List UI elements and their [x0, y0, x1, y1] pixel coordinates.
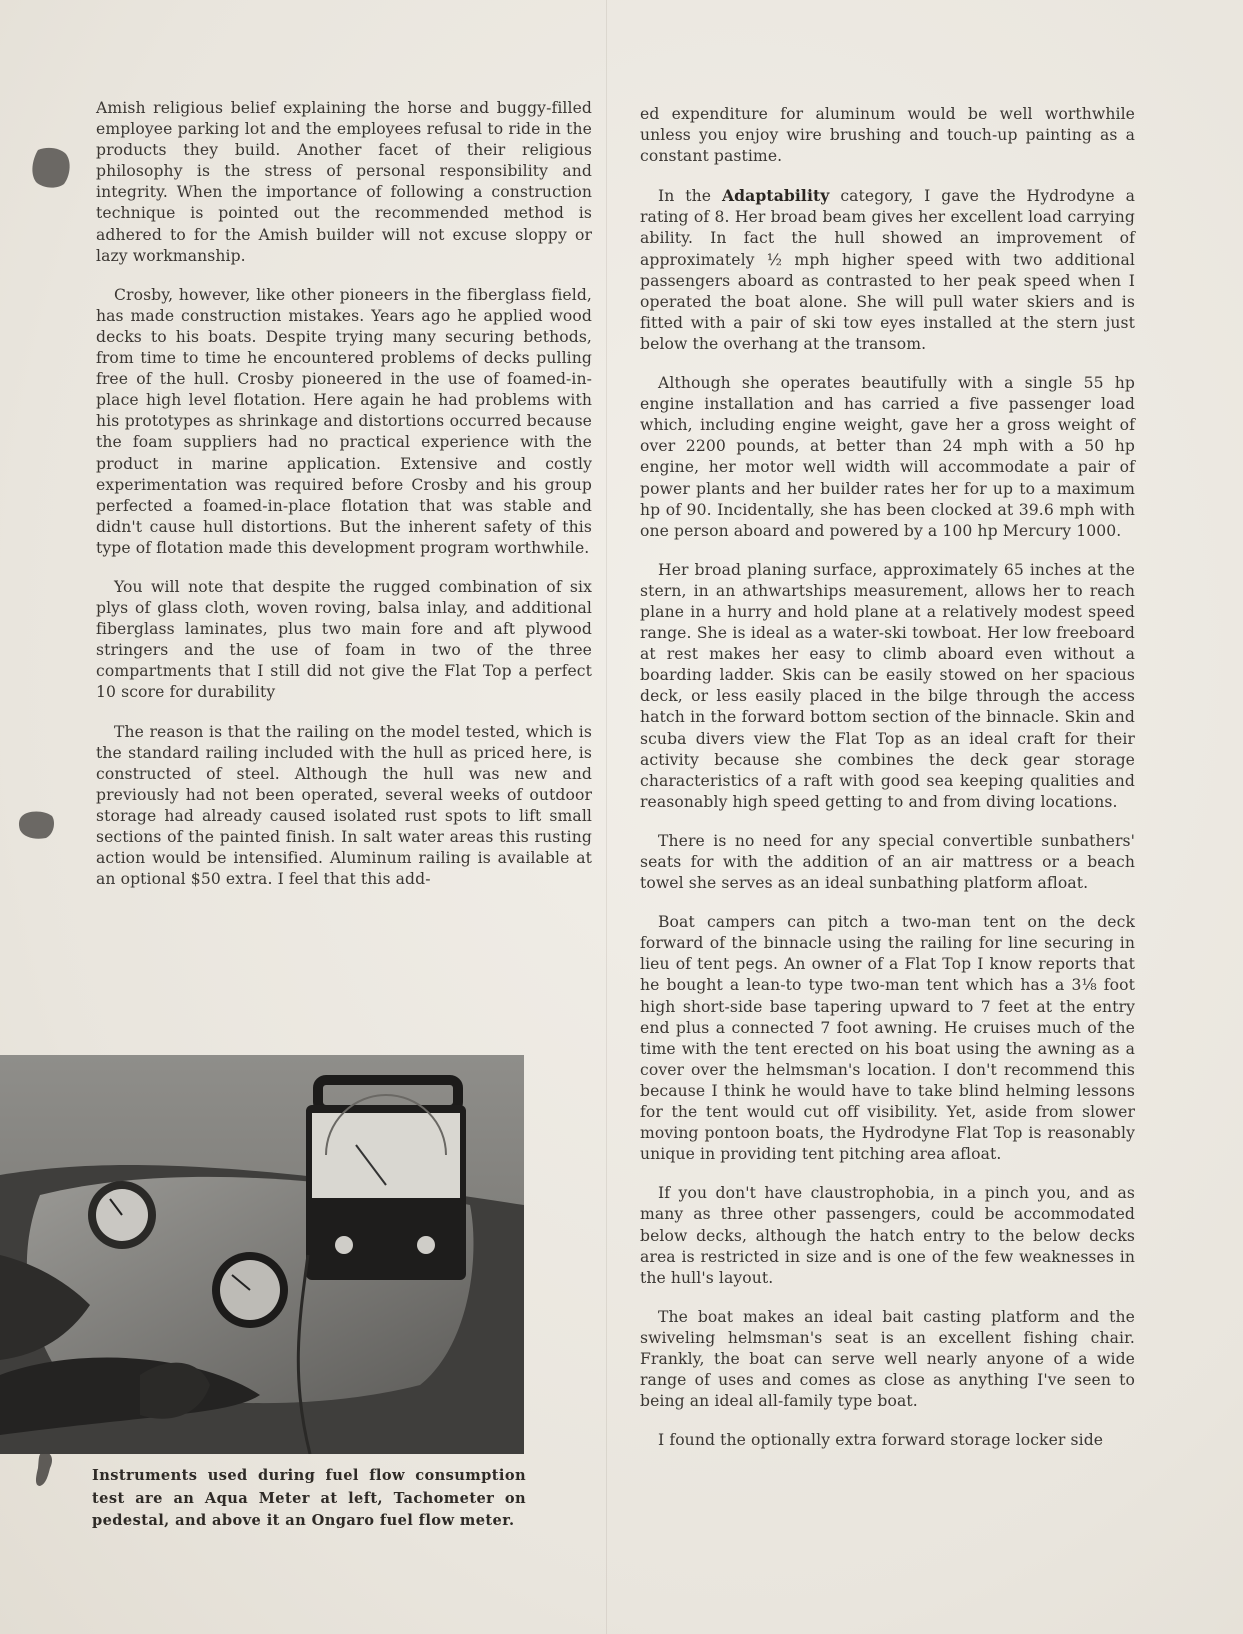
- right-text-column: [640, 104, 1135, 1469]
- paragraph: Crosby, however, like other pioneers in the fiberglass field, has made construction mistakes. Years ago he applied wood decks to his boats. Despite trying many securing bethods, from time to time he encountered problems of decks pulling free of the hull. Crosby pioneered in the use of foamed-in-place high level flotation. Here again he had problems with his prototypes as shrinkage and distortions occurred because the foam suppliers had no practical experience with the product in marine application. Extensive and costly experimentation was required before Crosby and his group perfected a foamed-in-place flotation that was stable and didn't cause hull distortions. But the inherent safety of this type of flotation made this development program worthwhile.: [96, 285, 592, 557]
- paragraph-lead: In the: [658, 187, 722, 206]
- paragraph: Amish religious belief explaining the horse and buggy-filled employee parking lot and the employees refusal to ride in the products they build. Another facet of their religious philosophy is the stress of personal responsibility and integrity. When the importance of following a construction technique is pointed out the recommended method is adhered to for the Amish builder will not excuse sloppy or lazy workmanship.: [96, 99, 592, 265]
- page-fold-line: [606, 0, 607, 1634]
- instrument-photo: [0, 1055, 524, 1454]
- paragraph: Boat campers can pitch a two-man tent on the deck forward of the binnacle using the railing for line securing in lieu of tent pegs. An owner of a Flat Top I know reports that he bought a lean-to type two-man tent which has a 3⅛ foot high short-side base tapering upward to 7 feet at the entry end plus a connected 7 foot awning. He cruises much of the time with the tent erected on his boat using the awning as a cover over the helmsman's location. I don't recommend this because I think he would have to take blind helming lessons for the tent would cut off visibility. Yet, aside from slower moving pontoon boats, the Hydrodyne Flat Top is reasonably unique in providing tent pitching area afloat.: [640, 913, 1135, 1164]
- paragraph: There is no need for any special convertible sunbathers' seats for with the addition of an air mattress or a beach towel she serves as an ideal sunbathing platform afloat.: [640, 831, 1135, 893]
- paragraph: If you don't have claustrophobia, in a pinch you, and as many as three other passengers, could be accommodated below decks, although the hatch entry to the below decks area is restricted in size and is one of the few weaknesses in the hull's layout.: [640, 1184, 1135, 1287]
- paragraph: Although she operates beautifully with a single 55 hp engine installation and has carried a five passenger load which, including engine weight, gave her a gross weight of over 2200 pounds, at better than 24 mph with a 50 hp engine, her motor well width will accommodate a pair of power plants and her builder rates her for up to a maximum hp of 90. Incidentally, she has been clocked at 39.6 mph with one person aboard and powered by a 100 hp Mercury 1000.: [640, 374, 1135, 540]
- paragraph: [640, 185, 1135, 355]
- paragraph: Her broad planing surface, approximately 65 inches at the stern, in an athwartships measurement, allows her to reach plane in a hurry and hold plane at a relatively modest speed range. She is ideal as a water-ski towboat. Her low freeboard at rest makes her easy to climb aboard even without a boarding ladder. Skis can be easily stowed on her spacious deck, or less easily placed in the bilge through the access hatch in the forward bottom section of the binnacle. Skin and scuba divers view the Flat Top as an ideal craft for their activity because she combines the deck gear storage characteristics of a raft with good sea keeping qualities and reasonably high speed getting to and from diving locations.: [640, 560, 1135, 811]
- punch-hole-top: [30, 146, 72, 194]
- left-text-column: [96, 98, 592, 908]
- paragraph: The reason is that the railing on the model tested, which is the standard railing included with the hull as priced here, is constructed of steel. Although the hull was new and previously had not been operated, several weeks of outdoor storage had already caused isolated rust spots to lift small sections of the painted finish. In salt water areas this rusting action would be intensified. Aluminum railing is available at an optional $50 extra. I feel that this add-: [96, 722, 592, 889]
- photo-caption: Instruments used during fuel flow consumption test are an Aqua Meter at left, Tachometer on pedestal, and above it an Ongaro fuel flow meter.: [92, 1467, 526, 1529]
- paragraph-rest: category, I gave the Hydrodyne a rating of 8. Her broad beam gives her excellent load carrying ability. In fact the hull showed an improvement of approximately ½ mph higher speed with two additional passengers aboard as contrasted to her peak speed when I operated the boat alone. She will pull water skiers and is fitted with a pair of ski tow eyes installed at the stern just below the overhang at the transom.: [640, 187, 1135, 353]
- punch-hole-bottom: [34, 1450, 54, 1492]
- paragraph: The boat makes an ideal bait casting platform and the swiveling helmsman's seat is an excellent fishing chair. Frankly, the boat can serve well nearly anyone of a wide range of uses and comes as close as anything I've seen to being an ideal all-family type boat.: [640, 1307, 1135, 1411]
- paragraph: You will note that despite the rugged combination of six plys of glass cloth, woven roving, balsa inlay, and additional fiberglass laminates, plus two main fore and aft plywood stringers and the use of foam in two of the three compartments that I still did not give the Flat Top a perfect 10 score for durability: [96, 577, 592, 702]
- adaptability-keyword: Adaptability: [721, 186, 830, 206]
- paragraph: ed expenditure for aluminum would be well worthwhile unless you enjoy wire brushing and touch-up painting as a constant pastime.: [640, 105, 1135, 166]
- paragraph: I found the optionally extra forward storage locker side: [658, 1431, 1104, 1450]
- punch-hole-middle: [18, 810, 56, 844]
